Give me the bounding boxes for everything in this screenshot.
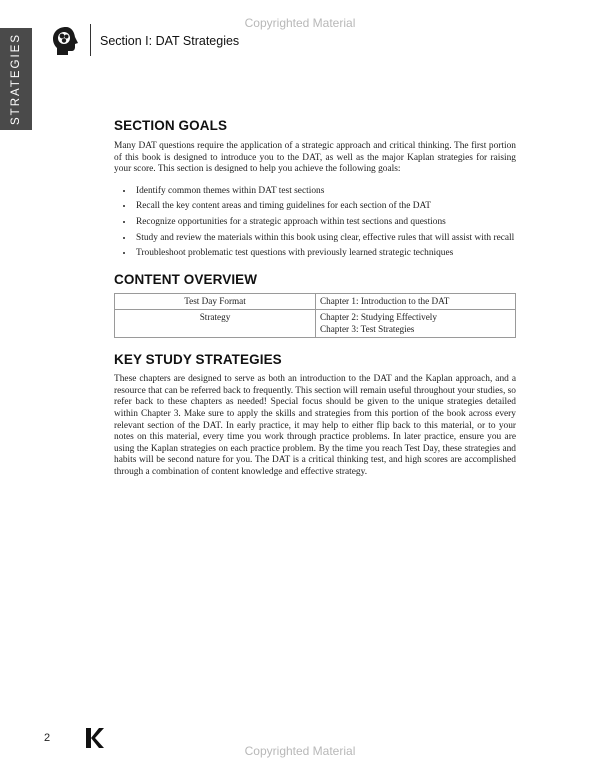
list-item: • Recall the key content areas and timing guidelines for each section of the DAT [134,201,516,213]
watermark-top: Copyrighted Material [244,16,356,30]
table-cell-chapters [316,293,516,310]
table-cell-topic: Strategy [115,310,316,338]
list-item: • Identify common themes within DAT test sections [134,186,516,198]
section-goals-intro: Many DAT questions require the application of a strategic approach and critical thinking. The first portion of this book is designed to introduce you to the DAT, as well as the major Kaplan strategies for raising your score. This section is designed to help you achieve the following goals: [114,141,516,175]
header-divider [90,24,91,56]
chapter-entry: Chapter 1: Introduction to the DAT [320,295,450,306]
table-cell-chapters [316,310,516,338]
key-strategies-heading: KEY STUDY STRATEGIES [114,352,282,368]
section-goals-heading: SECTION GOALS [114,118,228,133]
chapter-entry: Chapter 3: Test Strategies [320,323,415,334]
table-cell-topic: Test Day Format [115,293,316,310]
table-row [115,310,516,338]
table-row [115,293,516,310]
key-strategies-text: These chapters are designed to serve as both an introduction to the DAT and the Kaplan approach, and a resource that can be referred back to frequently. This section will remain useful throughout your studies, so refer back to these chapters as needed! Special focus should be given to the unique strategies detailed within Chapter 3. Make sure to apply the skills and strategies from this portion of the book across every relevant section of the DAT. In early practice, it may help to either flip back to this material, or to your notes on this material, every time you work through practice problems. In later practice, ensure you are using the Kaplan strategies on each practice problem. By the time you reach Test Day, these strategies and habits will be second nature for you. The DAT is a critical thinking test, and high scores are accomplished through a combination of content knowledge and effective strategy. [114,374,516,477]
page-content [114,118,516,479]
goals-list [114,186,516,260]
chapter-entry: Chapter 2: Studying Effectively [320,312,437,323]
section-title: Section I: DAT Strategies [100,34,240,48]
side-tab-label: STRATEGIES [10,33,22,125]
list-item: • Troubleshoot problematic test questions with previously learned strategic techniques [134,248,516,260]
content-overview-heading: CONTENT OVERVIEW [114,271,258,287]
watermark-bottom: Copyrighted Material [244,744,356,758]
list-item: • Recognize opportunities for a strategic approach within test sections and questions [134,217,516,229]
list-item: • Study and review the materials within this book using clear, effective rules that will assist with recall [134,233,516,245]
brain-head-icon [52,26,80,56]
page-number: 2 [44,732,51,744]
side-tab [0,28,32,130]
content-overview-table [114,293,516,339]
